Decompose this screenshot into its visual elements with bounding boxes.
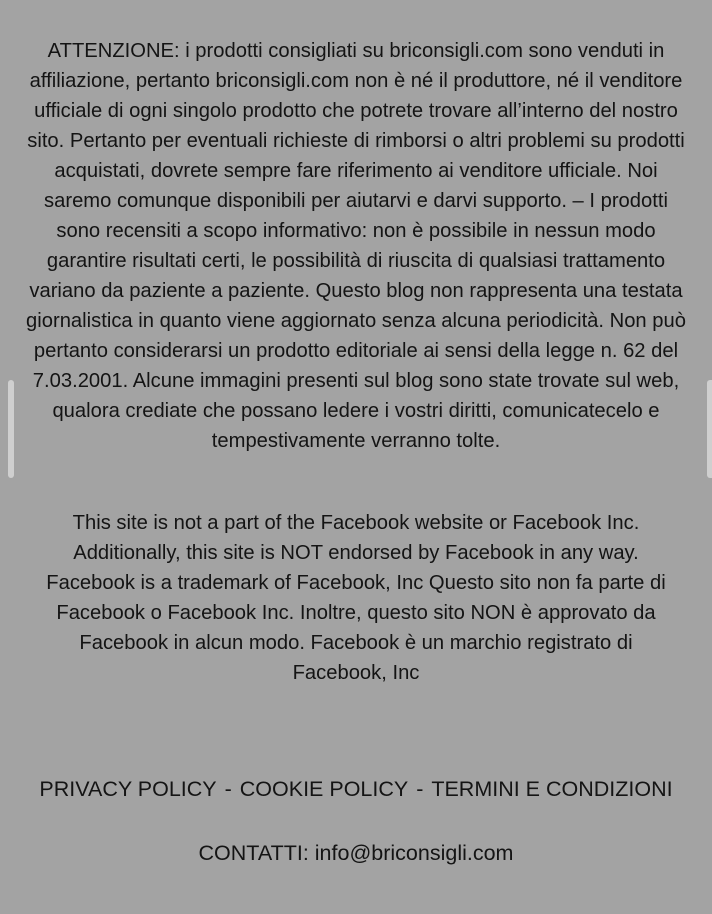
contact-line — [0, 838, 712, 868]
cookie-policy-link[interactable]: COOKIE POLICY — [239, 777, 409, 801]
facebook-disclaimer: This site is not a part of the Facebook website or Facebook Inc. Additionally, this site is NOT endorsed by Facebook in any way. Facebook is a trademark of Facebook, Inc Questo sito non fa parte di Facebook o Facebook Inc. Inoltre, questo sito NON è approvato da Facebook in alcun modo. Facebook è un marchio registrato di Facebook, Inc — [46, 512, 666, 684]
affiliate-disclaimer: ATTENZIONE: i prodotti consigliati su briconsigli.com sono venduti in affiliazione, pertanto briconsigli.com non è né il produttore, né il venditore ufficiale di ogni singolo prodotto che potrete trovare all’interno del nostro sito. Pertanto per eventuali richieste di rimborsi o altri problemi su prodotti acquistati, dovrete sempre fare riferimento ai venditore ufficiale. Noi saremo comunque disponibili per aiutarvi e darvi supporto. – I prodotti sono recensiti a scopo informativo: non è possibile in nessun modo garantire risultati certi, le possibilità di riuscita di qualsiasi trattamento variano da paziente a paziente. Questo blog non rappresenta una testata giornalistica in quanto viene aggiornato senza alcuna periodicità. Non può pertanto considerarsi un prodotto editoriale ai sensi della legge n. 62 del 7.03.2001. Alcune immagini presenti sul blog sono state trovate sul web, qualora crediate che possano ledere i vostri diritti, comunicatecelo e tempestivamente verranno tolte. — [26, 40, 686, 452]
terms-conditions-link[interactable]: TERMINI E CONDIZIONI — [431, 777, 673, 801]
policy-links — [0, 774, 712, 804]
contact-label: CONTATTI: — [198, 841, 315, 865]
link-separator: - — [218, 777, 238, 801]
link-separator: - — [410, 777, 430, 801]
privacy-policy-link[interactable]: PRIVACY POLICY — [39, 777, 217, 801]
contact-email-link[interactable]: info@briconsigli.com — [314, 841, 514, 865]
left-scroll-handle[interactable] — [8, 380, 14, 478]
right-scroll-handle[interactable] — [707, 380, 712, 478]
